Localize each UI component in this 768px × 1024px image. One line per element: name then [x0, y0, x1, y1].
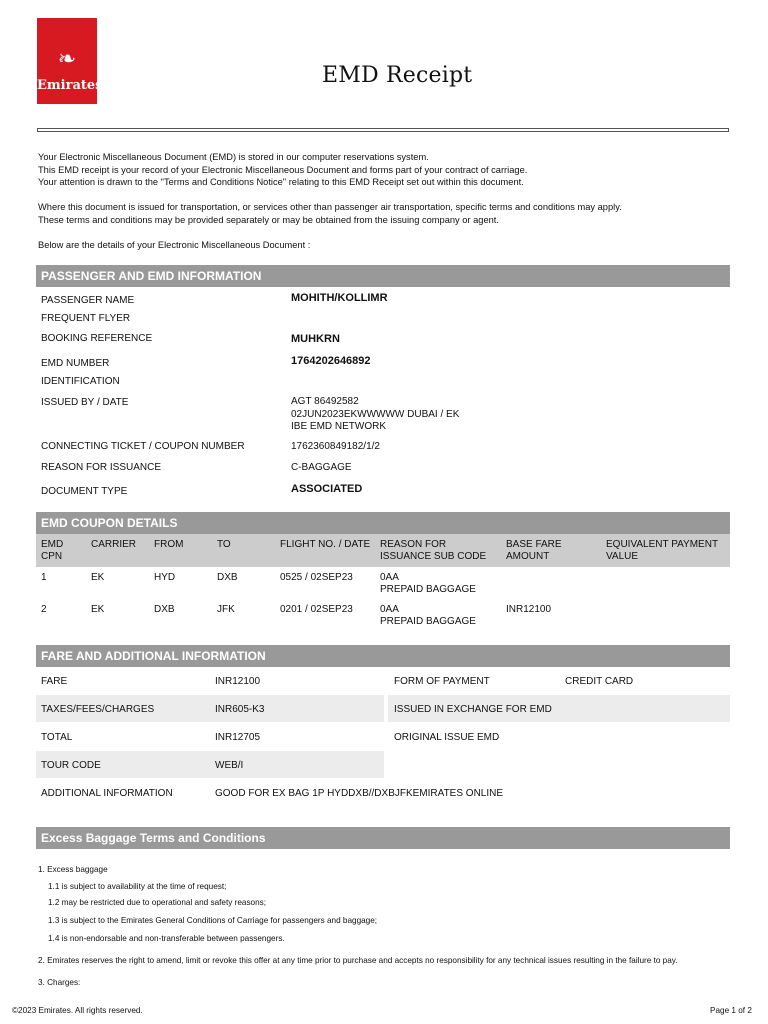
intro-line-5: These terms and conditions may be provided separately or may be obtained from the issuing company or agent.	[38, 214, 499, 225]
issued-by-label: ISSUED BY / DATE	[41, 397, 129, 408]
terms-item-2: 2. Emirates reserves the right to amend, limit or revoke this offer at any time prior to purchase and accepts no responsibility for any technical issues resulting in the failure to pay.	[38, 956, 678, 965]
col-equiv-1: EQUIVALENT PAYMENT	[606, 539, 719, 550]
exchange-emd-label: ISSUED IN EXCHANGE FOR EMD	[394, 704, 552, 715]
table-row-1-from: HYD	[154, 572, 176, 583]
issued-by-line-1: AGT 86492582	[291, 396, 359, 407]
terms-item-1: 1. Excess baggage	[38, 865, 108, 874]
col-base-fare-2: AMOUNT	[506, 551, 550, 562]
taxes-value: INR605-K3	[215, 704, 265, 715]
table-row-2-cpn: 2	[41, 604, 47, 615]
col-reason-1: REASON FOR	[380, 539, 447, 550]
form-of-payment-label: FORM OF PAYMENT	[394, 676, 490, 687]
table-row-1-carrier: EK	[91, 572, 105, 583]
col-flight: FLIGHT NO. / DATE	[280, 539, 371, 550]
additional-info-value: GOOD FOR EX BAG 1P HYDDXB//DXBJFKEMIRATES ONLINE	[215, 788, 504, 799]
col-emd-cpn-1: EMD	[41, 539, 64, 550]
intro-line-3: Your attention is drawn to the "Terms and Conditions Notice" relating to this EMD Receipt set out within this document.	[38, 177, 524, 187]
reason-for-issuance-value: C-BAGGAGE	[291, 462, 352, 473]
terms-sub-2: 1.2 may be restricted due to operational and safety reasons;	[48, 898, 267, 907]
table-row-1-flight: 0525 / 02SEP23	[280, 572, 353, 583]
footer-copyright: ©2023 Emirates. All rights reserved.	[12, 1006, 143, 1015]
page-title: EMD Receipt	[322, 63, 473, 88]
intro-line-4: Where this document is issued for transportation, or services other than passenger air transportation, specific terms and conditions may apply.	[38, 202, 622, 212]
col-to: TO	[217, 539, 231, 550]
intro-line-6: Below are the details of your Electronic Miscellaneous Document :	[38, 240, 311, 250]
fare-value: INR12100	[215, 676, 261, 687]
connecting-ticket-value: 1762360849182/1/2	[291, 441, 380, 452]
total-value: INR12705	[215, 732, 261, 743]
table-row-2-code: 0AA	[380, 604, 399, 615]
col-from: FROM	[154, 539, 184, 550]
passenger-name-value: MOHITH/KOLLIMR	[291, 292, 388, 304]
booking-reference-value: MUHKRN	[291, 333, 340, 345]
tour-code-value: WEB/I	[215, 760, 244, 771]
emd-number-value: 1764202646892	[291, 355, 371, 367]
table-row-2-carrier: EK	[91, 604, 105, 615]
section-coupon-header: EMD COUPON DETAILS	[36, 512, 730, 534]
identification-label: IDENTIFICATION	[41, 376, 120, 387]
col-carrier: CARRIER	[91, 539, 137, 550]
document-type-label: DOCUMENT TYPE	[41, 486, 128, 497]
col-emd-cpn-2: CPN	[41, 551, 63, 562]
fare-label: FARE	[41, 676, 68, 687]
intro-line-1: Your Electronic Miscellaneous Document (EMD) is stored in our computer reservations system.	[38, 152, 429, 162]
logo-calligraphy-icon: ❧	[57, 47, 77, 72]
col-base-fare-1: BASE FARE	[506, 539, 562, 550]
header-divider	[37, 128, 729, 132]
connecting-ticket-label: CONNECTING TICKET / COUPON NUMBER	[41, 441, 245, 452]
table-row-1-desc: PREPAID BAGGAGE	[380, 584, 476, 595]
table-row-2-base: INR12100	[506, 604, 552, 615]
table-row-1-to: DXB	[217, 572, 238, 583]
passenger-name-label: PASSENGER NAME	[41, 295, 135, 306]
tour-code-label: TOUR CODE	[41, 760, 101, 771]
table-row-2-desc: PREPAID BAGGAGE	[380, 616, 476, 627]
booking-reference-label: BOOKING REFERENCE	[41, 333, 153, 344]
issued-by-line-3: IBE EMD NETWORK	[291, 421, 387, 432]
table-row-1-code: 0AA	[380, 572, 399, 583]
document-type-value: ASSOCIATED	[291, 483, 363, 495]
total-label: TOTAL	[41, 732, 73, 743]
footer-page-number: Page 1 of 2	[710, 1006, 752, 1015]
table-row-2-to: JFK	[217, 604, 235, 615]
form-of-payment-value: CREDIT CARD	[565, 676, 634, 687]
taxes-label: TAXES/FEES/CHARGES	[41, 704, 155, 715]
logo-wordmark: Emirates	[37, 78, 103, 93]
table-row-2-from: DXB	[154, 604, 175, 615]
reason-for-issuance-label: REASON FOR ISSUANCE	[41, 462, 162, 473]
terms-item-3: 3. Charges:	[38, 978, 81, 987]
additional-info-label: ADDITIONAL INFORMATION	[41, 788, 173, 799]
terms-sub-4: 1.4 is non-endorsable and non-transferable between passengers.	[48, 934, 285, 943]
col-equiv-2: VALUE	[606, 551, 639, 562]
table-row-2-flight: 0201 / 02SEP23	[280, 604, 353, 615]
frequent-flyer-label: FREQUENT FLYER	[41, 313, 131, 324]
terms-sub-1: 1.1 is subject to availability at the time of request;	[48, 882, 227, 891]
col-reason-2: ISSUANCE SUB CODE	[380, 551, 487, 562]
table-row-1-cpn: 1	[41, 572, 47, 583]
emirates-logo	[37, 18, 103, 104]
issued-by-line-2: 02JUN2023EKWWWWW DUBAI / EK	[291, 408, 460, 420]
original-issue-label: ORIGINAL ISSUE EMD	[394, 732, 500, 743]
terms-sub-3: 1.3 is subject to the Emirates General Conditions of Carriage for passengers and baggage;	[48, 916, 378, 925]
section-terms-header: Excess Baggage Terms and Conditions	[36, 827, 730, 849]
emd-number-label: EMD NUMBER	[41, 358, 110, 369]
section-fare-header: FARE AND ADDITIONAL INFORMATION	[36, 645, 730, 667]
intro-line-2: This EMD receipt is your record of your Electronic Miscellaneous Document and forms part of your contract of carriage.	[38, 164, 528, 175]
section-passenger-header: PASSENGER AND EMD INFORMATION	[36, 265, 730, 287]
